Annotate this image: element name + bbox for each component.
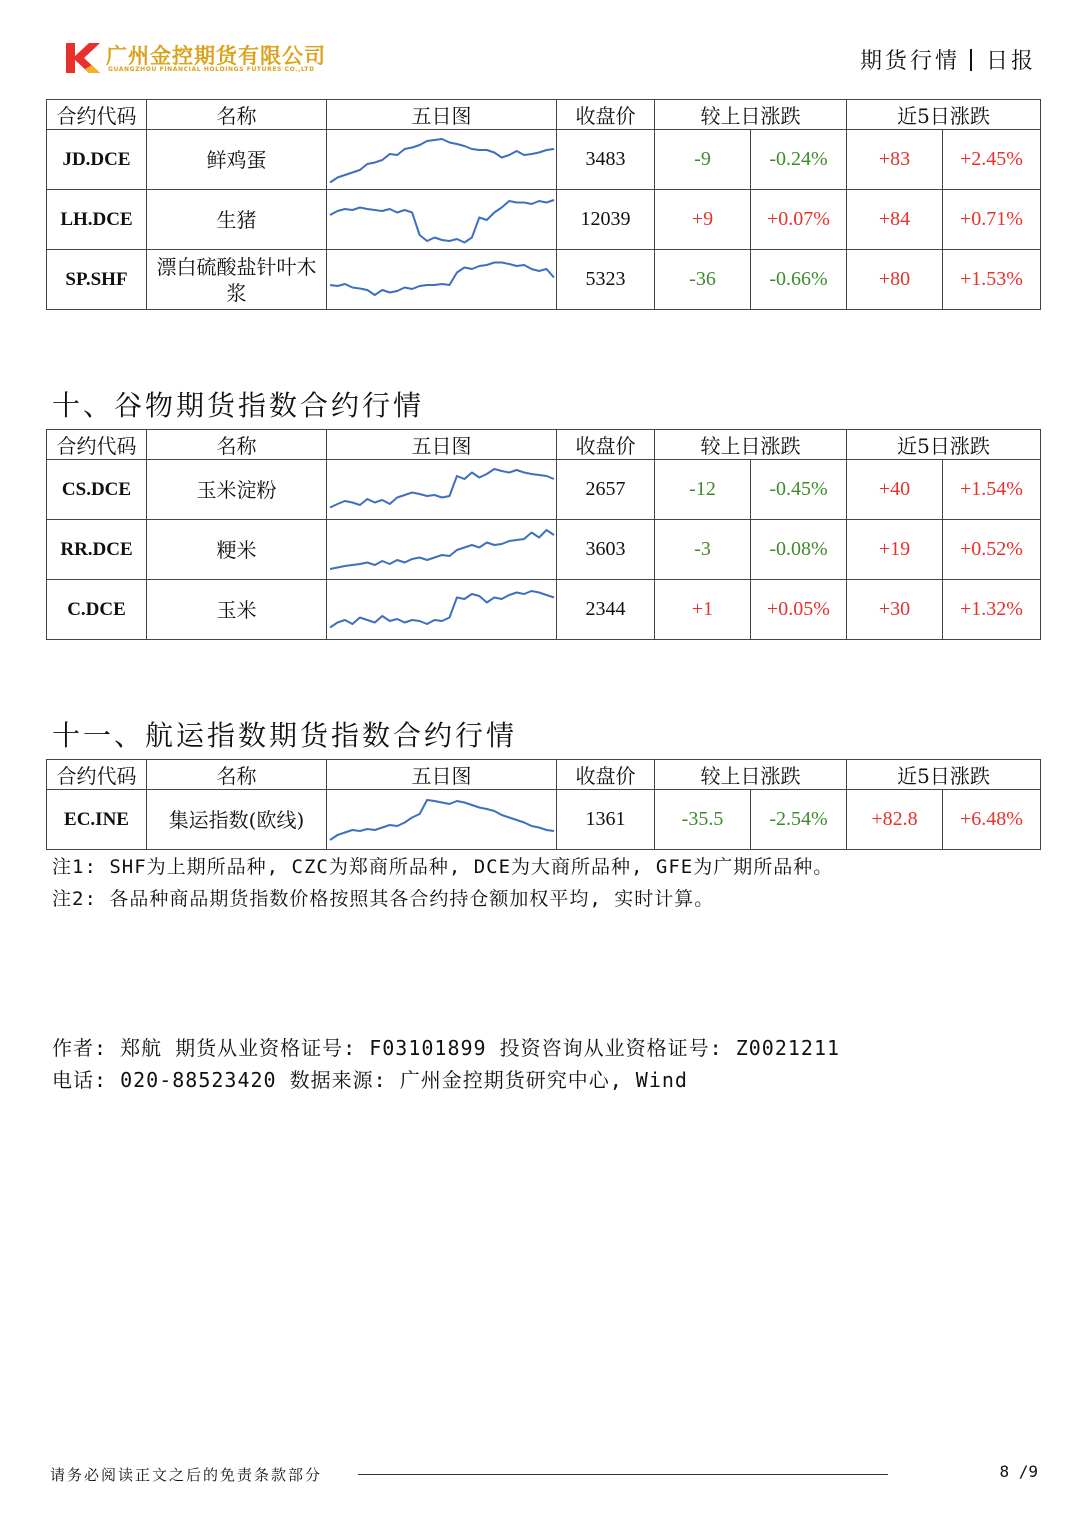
author-line: 作者: 郑航 期货从业资格证号: F03101899 投资咨询从业资格证号: Z0021211 bbox=[52, 1036, 841, 1060]
note-2: 注2: 各品种商品期货指数价格按照其各合约持仓额加权平均, 实时计算。 bbox=[52, 888, 715, 910]
contract-name: 玉米 bbox=[147, 580, 327, 640]
daily-change-pct: -0.45% bbox=[751, 460, 847, 520]
contract-code: RR.DCE bbox=[47, 520, 147, 580]
sparkline-series bbox=[330, 591, 554, 628]
sparkline-series bbox=[330, 139, 554, 183]
five-day-chart bbox=[327, 460, 557, 520]
five-day-chart bbox=[327, 190, 557, 250]
header-daily-change: 较上日涨跌 bbox=[655, 430, 847, 460]
table-header-row bbox=[47, 100, 1041, 130]
table-row bbox=[47, 460, 1041, 520]
report-frequency: 日报 bbox=[985, 49, 1036, 74]
contract-name: 鲜鸡蛋 bbox=[147, 130, 327, 190]
sparkline-series bbox=[330, 262, 554, 295]
page-number: 8 /9 bbox=[999, 1462, 1038, 1481]
contract-name: 生猪 bbox=[147, 190, 327, 250]
contract-name: 漂白硫酸盐针叶木浆 bbox=[147, 250, 327, 310]
five-day-chart bbox=[327, 250, 557, 310]
five-day-chart bbox=[327, 130, 557, 190]
header-code: 合约代码 bbox=[47, 430, 147, 460]
header-chart: 五日图 bbox=[327, 760, 557, 790]
five-day-change-abs: +30 bbox=[847, 580, 943, 640]
header-chart: 五日图 bbox=[327, 100, 557, 130]
disclaimer-text: 请务必阅读正文之后的免责条款部分 bbox=[50, 1466, 323, 1484]
k-logo-icon bbox=[62, 40, 102, 76]
sparkline-chart bbox=[327, 191, 557, 249]
table-row bbox=[47, 790, 1041, 850]
header-five-day-change: 近5日涨跌 bbox=[847, 430, 1041, 460]
header-five-day-change: 近5日涨跌 bbox=[847, 100, 1041, 130]
header-code: 合约代码 bbox=[47, 760, 147, 790]
header-code: 合约代码 bbox=[47, 100, 147, 130]
daily-change-abs: -9 bbox=[655, 130, 751, 190]
contract-code: LH.DCE bbox=[47, 190, 147, 250]
contract-name: 粳米 bbox=[147, 520, 327, 580]
contract-code: EC.INE bbox=[47, 790, 147, 850]
table-row bbox=[47, 190, 1041, 250]
header-five-day-change: 近5日涨跌 bbox=[847, 760, 1041, 790]
sparkline-series bbox=[330, 800, 554, 840]
header-name: 名称 bbox=[147, 760, 327, 790]
five-day-change-pct: +1.32% bbox=[943, 580, 1041, 640]
quote-table-grains bbox=[46, 429, 1041, 640]
five-day-change-abs: +83 bbox=[847, 130, 943, 190]
table-row bbox=[47, 250, 1041, 310]
sparkline-chart bbox=[327, 461, 557, 519]
five-day-change-abs: +84 bbox=[847, 190, 943, 250]
table-header-row bbox=[47, 430, 1041, 460]
daily-change-abs: +1 bbox=[655, 580, 751, 640]
company-logo bbox=[62, 40, 362, 76]
close-price: 2657 bbox=[557, 460, 655, 520]
header-close: 收盘价 bbox=[557, 100, 655, 130]
five-day-change-pct: +6.48% bbox=[943, 790, 1041, 850]
quote-table-agri bbox=[46, 99, 1041, 310]
daily-change-abs: +9 bbox=[655, 190, 751, 250]
header-close: 收盘价 bbox=[557, 760, 655, 790]
five-day-change-abs: +82.8 bbox=[847, 790, 943, 850]
sparkline-series bbox=[330, 200, 554, 243]
header-chart: 五日图 bbox=[327, 430, 557, 460]
sparkline-series bbox=[330, 530, 554, 569]
five-day-change-abs: +40 bbox=[847, 460, 943, 520]
sparkline-chart bbox=[327, 131, 557, 189]
five-day-change-pct: +1.54% bbox=[943, 460, 1041, 520]
five-day-change-pct: +2.45% bbox=[943, 130, 1041, 190]
daily-change-abs: -12 bbox=[655, 460, 751, 520]
daily-change-abs: -3 bbox=[655, 520, 751, 580]
report-type: 期货行情 bbox=[859, 49, 960, 74]
daily-change-abs: -36 bbox=[655, 250, 751, 310]
five-day-change-pct: +0.71% bbox=[943, 190, 1041, 250]
report-header bbox=[860, 44, 1036, 75]
daily-change-pct: -0.24% bbox=[751, 130, 847, 190]
daily-change-pct: +0.07% bbox=[751, 190, 847, 250]
daily-change-pct: +0.05% bbox=[751, 580, 847, 640]
contract-code: C.DCE bbox=[47, 580, 147, 640]
close-price: 3483 bbox=[557, 130, 655, 190]
section-title-shipping: 十一、航运指数期货指数合约行情 bbox=[52, 719, 518, 752]
daily-change-pct: -0.66% bbox=[751, 250, 847, 310]
header-close: 收盘价 bbox=[557, 430, 655, 460]
close-price: 3603 bbox=[557, 520, 655, 580]
contract-code: SP.SHF bbox=[47, 250, 147, 310]
table-row bbox=[47, 130, 1041, 190]
contact-line: 电话: 020-88523420 数据来源: 广州金控期货研究中心, Wind bbox=[52, 1068, 688, 1092]
header-daily-change: 较上日涨跌 bbox=[655, 760, 847, 790]
contract-code: CS.DCE bbox=[47, 460, 147, 520]
company-name-en: GUANGZHOU FINANCIAL HOLDINGS FUTURES CO.,LTD bbox=[108, 66, 315, 73]
daily-change-abs: -35.5 bbox=[655, 790, 751, 850]
close-price: 12039 bbox=[557, 190, 655, 250]
quote-table-shipping bbox=[46, 759, 1041, 850]
daily-change-pct: -0.08% bbox=[751, 520, 847, 580]
five-day-chart bbox=[327, 520, 557, 580]
five-day-change-pct: +0.52% bbox=[943, 520, 1041, 580]
table-row bbox=[47, 580, 1041, 640]
company-name-cn: 广州金控期货有限公司 bbox=[106, 44, 326, 68]
contract-code: JD.DCE bbox=[47, 130, 147, 190]
header-daily-change: 较上日涨跌 bbox=[655, 100, 847, 130]
header-divider bbox=[970, 49, 972, 71]
close-price: 2344 bbox=[557, 580, 655, 640]
table-row bbox=[47, 520, 1041, 580]
five-day-chart bbox=[327, 580, 557, 640]
close-price: 5323 bbox=[557, 250, 655, 310]
sparkline-chart bbox=[327, 791, 557, 849]
footer-divider bbox=[358, 1474, 888, 1475]
five-day-chart bbox=[327, 790, 557, 850]
five-day-change-abs: +19 bbox=[847, 520, 943, 580]
header-name: 名称 bbox=[147, 430, 327, 460]
header-name: 名称 bbox=[147, 100, 327, 130]
sparkline-chart bbox=[327, 251, 557, 309]
close-price: 1361 bbox=[557, 790, 655, 850]
contract-name: 集运指数(欧线) bbox=[147, 790, 327, 850]
sparkline-chart bbox=[327, 581, 557, 639]
table-header-row bbox=[47, 760, 1041, 790]
five-day-change-pct: +1.53% bbox=[943, 250, 1041, 310]
sparkline-series bbox=[330, 469, 554, 508]
daily-change-pct: -2.54% bbox=[751, 790, 847, 850]
section-title-grains: 十、谷物期货指数合约行情 bbox=[52, 389, 425, 422]
five-day-change-abs: +80 bbox=[847, 250, 943, 310]
note-1: 注1: SHF为上期所品种, CZC为郑商所品种, DCE为大商所品种, GFE为广期所品种。 bbox=[52, 856, 834, 878]
sparkline-chart bbox=[327, 521, 557, 579]
contract-name: 玉米淀粉 bbox=[147, 460, 327, 520]
